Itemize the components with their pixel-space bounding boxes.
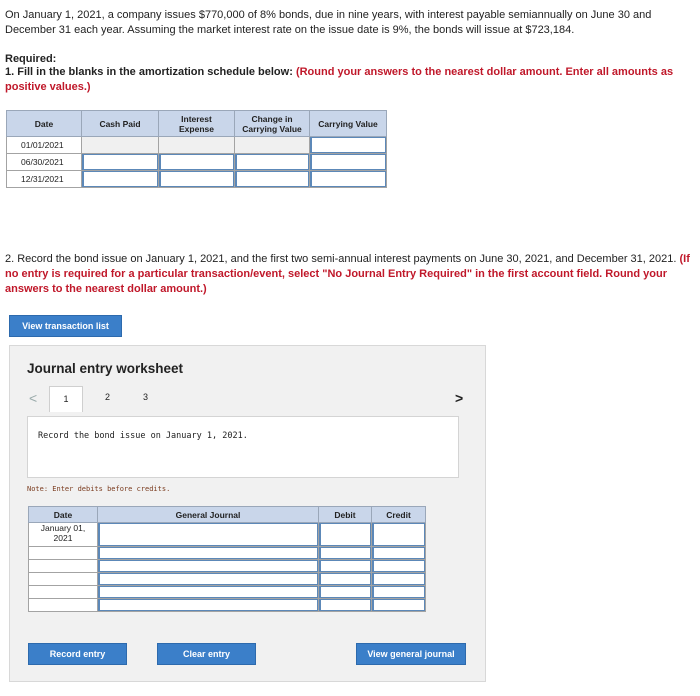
- clear-entry-button[interactable]: Clear entry: [157, 643, 256, 665]
- requirement-2-note: (If no entry is required for a particular transaction/event, select "No Journal Entry Required" in the first account field. Round your answers to the nearest dollar amount.): [5, 253, 690, 295]
- credit-input[interactable]: [372, 547, 425, 559]
- credit-input-cell[interactable]: [372, 547, 426, 560]
- change-input[interactable]: [235, 154, 309, 170]
- interest-expense-input[interactable]: [159, 154, 234, 170]
- row-date: 06/30/2021: [7, 154, 82, 171]
- credit-input[interactable]: [372, 586, 425, 598]
- view-transaction-list-button[interactable]: View transaction list: [9, 315, 122, 337]
- debit-input[interactable]: [319, 523, 371, 546]
- col-change-carrying-value: Change in Carrying Value: [235, 111, 310, 137]
- credit-input-cell[interactable]: [372, 573, 426, 586]
- table-row: [29, 599, 426, 612]
- row-date: 01/01/2021: [7, 137, 82, 154]
- row-date: 12/31/2021: [7, 171, 82, 188]
- account-input-cell[interactable]: [98, 560, 319, 573]
- account-input[interactable]: [98, 599, 318, 611]
- view-general-journal-button[interactable]: View general journal: [356, 643, 466, 665]
- interest-expense-input-cell[interactable]: [159, 171, 235, 188]
- entry-date: [29, 573, 98, 586]
- account-input[interactable]: [98, 523, 318, 546]
- account-input-cell[interactable]: [98, 547, 319, 560]
- entry-date: [29, 599, 98, 612]
- debit-input-cell[interactable]: [319, 523, 372, 547]
- credit-input[interactable]: [372, 560, 425, 572]
- table-row: [29, 560, 426, 573]
- col-general-journal: General Journal: [98, 507, 319, 523]
- credit-input-cell[interactable]: [372, 599, 426, 612]
- entry-date: [29, 560, 98, 573]
- account-input-cell[interactable]: [98, 523, 319, 547]
- amortization-table: [6, 110, 387, 188]
- col-date: Date: [7, 111, 82, 137]
- required-label: Required:: [5, 53, 57, 65]
- interest-expense-input[interactable]: [159, 171, 234, 187]
- table-row: [29, 573, 426, 586]
- table-row: [7, 154, 387, 171]
- chevron-right-icon[interactable]: >: [455, 390, 464, 406]
- change-input-cell[interactable]: [235, 171, 310, 188]
- cash-paid-input-cell[interactable]: [82, 171, 159, 188]
- entry-date: [29, 586, 98, 599]
- transaction-description-box: [27, 416, 459, 478]
- credit-input-cell[interactable]: [372, 586, 426, 599]
- debit-input[interactable]: [319, 599, 371, 611]
- account-input-cell[interactable]: [98, 573, 319, 586]
- table-row: [7, 137, 387, 154]
- transaction-description: Record the bond issue on January 1, 2021.: [38, 431, 248, 441]
- account-input[interactable]: [98, 573, 318, 585]
- tab-1[interactable]: 1: [49, 386, 83, 412]
- col-cash-paid: Cash Paid: [82, 111, 159, 137]
- requirement-2-text: 2. Record the bond issue on January 1, 2021, and the first two semi-annual interest payments on June 30, 2021, and December 31, 2021.: [5, 253, 680, 265]
- cash-paid-input[interactable]: [82, 154, 158, 170]
- record-entry-button[interactable]: Record entry: [28, 643, 127, 665]
- cell-disabled: [235, 137, 310, 154]
- requirement-2: [5, 252, 691, 297]
- change-input[interactable]: [235, 171, 309, 187]
- debits-note: Note: Enter debits before credits.: [27, 485, 171, 493]
- credit-input[interactable]: [372, 573, 425, 585]
- interest-expense-input-cell[interactable]: [159, 154, 235, 171]
- credit-input[interactable]: [372, 599, 425, 611]
- entry-date: January 01, 2021: [29, 523, 98, 547]
- requirement-1-text: 1. Fill in the blanks in the amortization schedule below:: [5, 66, 296, 78]
- carrying-value-input-cell[interactable]: [310, 171, 387, 188]
- account-input-cell[interactable]: [98, 586, 319, 599]
- change-input-cell[interactable]: [235, 154, 310, 171]
- requirement-1-note: (Round your answers to the nearest dollar amount. Enter all amounts as positive values.): [5, 66, 674, 93]
- col-credit: Credit: [372, 507, 426, 523]
- tab-3[interactable]: 3: [143, 392, 149, 402]
- account-input[interactable]: [98, 547, 318, 559]
- debit-input-cell[interactable]: [319, 586, 372, 599]
- carrying-value-input[interactable]: [310, 171, 386, 187]
- account-input[interactable]: [98, 560, 318, 572]
- journal-table: [28, 506, 426, 612]
- col-interest-expense: Interest Expense: [159, 111, 235, 137]
- carrying-value-input-cell[interactable]: [310, 154, 387, 171]
- cell-disabled: [159, 137, 235, 154]
- tab-2[interactable]: 2: [105, 392, 111, 402]
- table-row: [7, 171, 387, 188]
- account-input-cell[interactable]: [98, 599, 319, 612]
- cash-paid-input-cell[interactable]: [82, 154, 159, 171]
- chevron-left-icon[interactable]: <: [29, 390, 38, 406]
- account-input[interactable]: [98, 586, 318, 598]
- debit-input-cell[interactable]: [319, 599, 372, 612]
- col-debit: Debit: [319, 507, 372, 523]
- col-carrying-value: Carrying Value: [310, 111, 387, 137]
- debit-input[interactable]: [319, 586, 371, 598]
- carrying-value-input[interactable]: [310, 137, 386, 153]
- col-date: Date: [29, 507, 98, 523]
- carrying-value-input-cell[interactable]: [310, 137, 387, 154]
- table-row: [29, 586, 426, 599]
- debit-input-cell[interactable]: [319, 573, 372, 586]
- credit-input-cell[interactable]: [372, 523, 426, 547]
- problem-intro: On January 1, 2021, a company issues $770,000 of 8% bonds, due in nine years, with interest payable semiannually on June 30 and December 31 each year. Assuming the market interest rate on the issue date is 9%, the bonds will issue at $723,184.: [5, 9, 652, 36]
- table-row: [29, 523, 426, 547]
- credit-input[interactable]: [372, 523, 425, 546]
- entry-date: [29, 547, 98, 560]
- debit-input[interactable]: [319, 547, 371, 559]
- table-row: [29, 547, 426, 560]
- cell-disabled: [82, 137, 159, 154]
- debit-input[interactable]: [319, 573, 371, 585]
- credit-input-cell[interactable]: [372, 560, 426, 573]
- journal-entry-worksheet: [9, 345, 486, 682]
- worksheet-title: Journal entry worksheet: [27, 361, 184, 376]
- carrying-value-input[interactable]: [310, 154, 386, 170]
- debit-input-cell[interactable]: [319, 560, 372, 573]
- debit-input[interactable]: [319, 560, 371, 572]
- requirement-1: [5, 65, 691, 95]
- debit-input-cell[interactable]: [319, 547, 372, 560]
- cash-paid-input[interactable]: [82, 171, 158, 187]
